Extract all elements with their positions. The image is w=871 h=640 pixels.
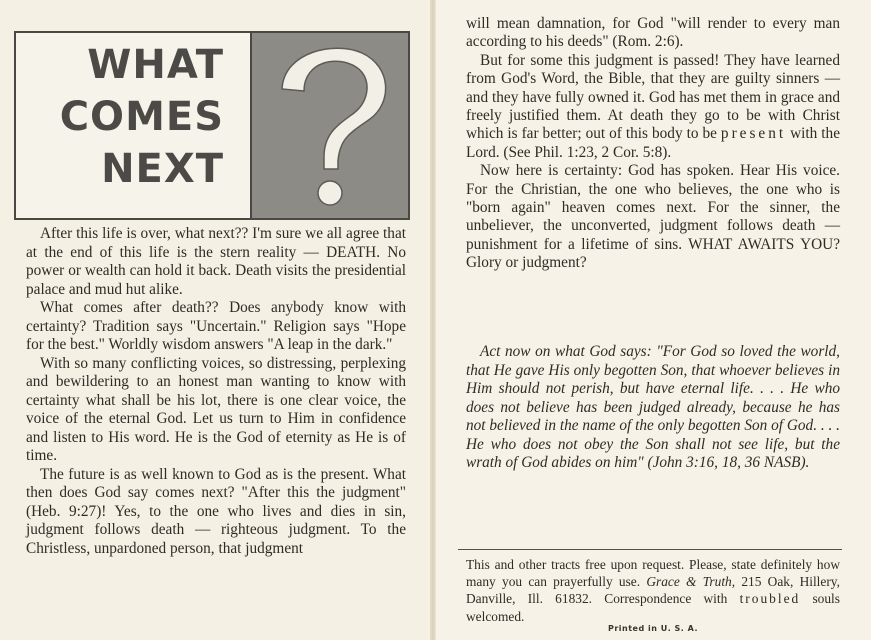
paragraph-3: With so many conflicting voices, so distressing, perplexing and bewildering to an honest man wanting to know with certainty what shall be his lot, there is one clear voice, the voice of the eternal God. Let us turn to Him in confidence and listen to His word. He is the God of eternity as He is of time. bbox=[26, 354, 406, 464]
paragraph-5-part-2: with the Lord. (See Phil. 1:23, 2 Cor. 5:8). bbox=[466, 125, 840, 161]
spaced-word-troubled: troubled bbox=[739, 591, 801, 607]
paragraph-4: The future is as well known to God as is the present. What then does God say comes next? "After this the judgment" (Heb. 9:27)! Yes, to the one who lives and dies in sin, judgment follows death — righteous judgment. To the Christless, unpardoned person, that judgment bbox=[26, 465, 406, 557]
question-mark-icon bbox=[252, 33, 408, 218]
paragraph-5 bbox=[466, 52, 840, 162]
correspondence-part-1: Correspondence with bbox=[604, 591, 728, 607]
question-mark-panel bbox=[250, 33, 408, 218]
publisher-name: Grace & Truth, bbox=[646, 574, 736, 590]
paragraph-6: Now here is certainty: God has spoken. Hear His voice. For the Christian, the one who believes, the one who is "born again" heaven comes next. For the sinner, the unbeliever, the unconverted, judgment follows death — punishment for a lifetime of sins. WHAT AWAITS YOU? Glory or judgment? bbox=[466, 162, 840, 272]
title bbox=[16, 39, 248, 195]
title-line-3: NEXT bbox=[101, 146, 224, 192]
printed-in-usa: Printed in U. S. A. bbox=[607, 624, 698, 633]
footer-text bbox=[466, 556, 840, 625]
spaced-word-present: present bbox=[720, 125, 787, 143]
title-line-2: COMES bbox=[59, 94, 224, 140]
paragraph-1: After this life is over, what next?? I'm sure we all agree that at the end of this life is the stern reality — DEATH. No power or wealth can hold it back. Death visits the presidential palace and mud hut alike. bbox=[26, 225, 406, 298]
paragraph-continuation: will mean damnation, for God "will render to every man according to his deeds" (Rom. 2:6). bbox=[466, 15, 840, 51]
right-column-text bbox=[466, 15, 840, 273]
title-line-1: WHAT bbox=[87, 42, 224, 88]
scripture-quote: Act now on what God says: "For God so loved the world, that He gave His only begotten Son, that whoever believes in Him should not perish, but have eternal life. . . . He who does not believe has been judged already, because he has not believed in the name of the only begotten Son of God. . . . He who does not obey the Son shall not see life, but the wrath of God abides on him" (John 3:16, 18, 36 NASB). bbox=[466, 343, 840, 471]
publisher-address: 215 Oak, Hillery, Danville, Ill. 61832. bbox=[466, 574, 840, 607]
left-column-text bbox=[26, 225, 406, 558]
correspondence-part-2: souls welcomed. bbox=[466, 591, 840, 624]
page-gutter bbox=[430, 0, 436, 640]
paragraph-2: What comes after death?? Does anybody know with certainty? Tradition says "Uncertain." Religion says "Hope for the best." Worldly wisdom answers "A leap in the dark." bbox=[26, 299, 406, 353]
footer-line-1: This and other tracts free upon request. Please, state definitely how many you can prayerfully use. bbox=[466, 557, 840, 590]
paragraph-5-part-1: But for some this judgment is passed! They have learned from God's Word, the Bible, that they are guilty sinners — and they have fully owned it. God has met them in grace and freely justified them. At death they go to be with Christ which is far better; out of this body to be bbox=[466, 51, 840, 143]
title-box bbox=[14, 31, 410, 220]
divider bbox=[458, 549, 842, 550]
